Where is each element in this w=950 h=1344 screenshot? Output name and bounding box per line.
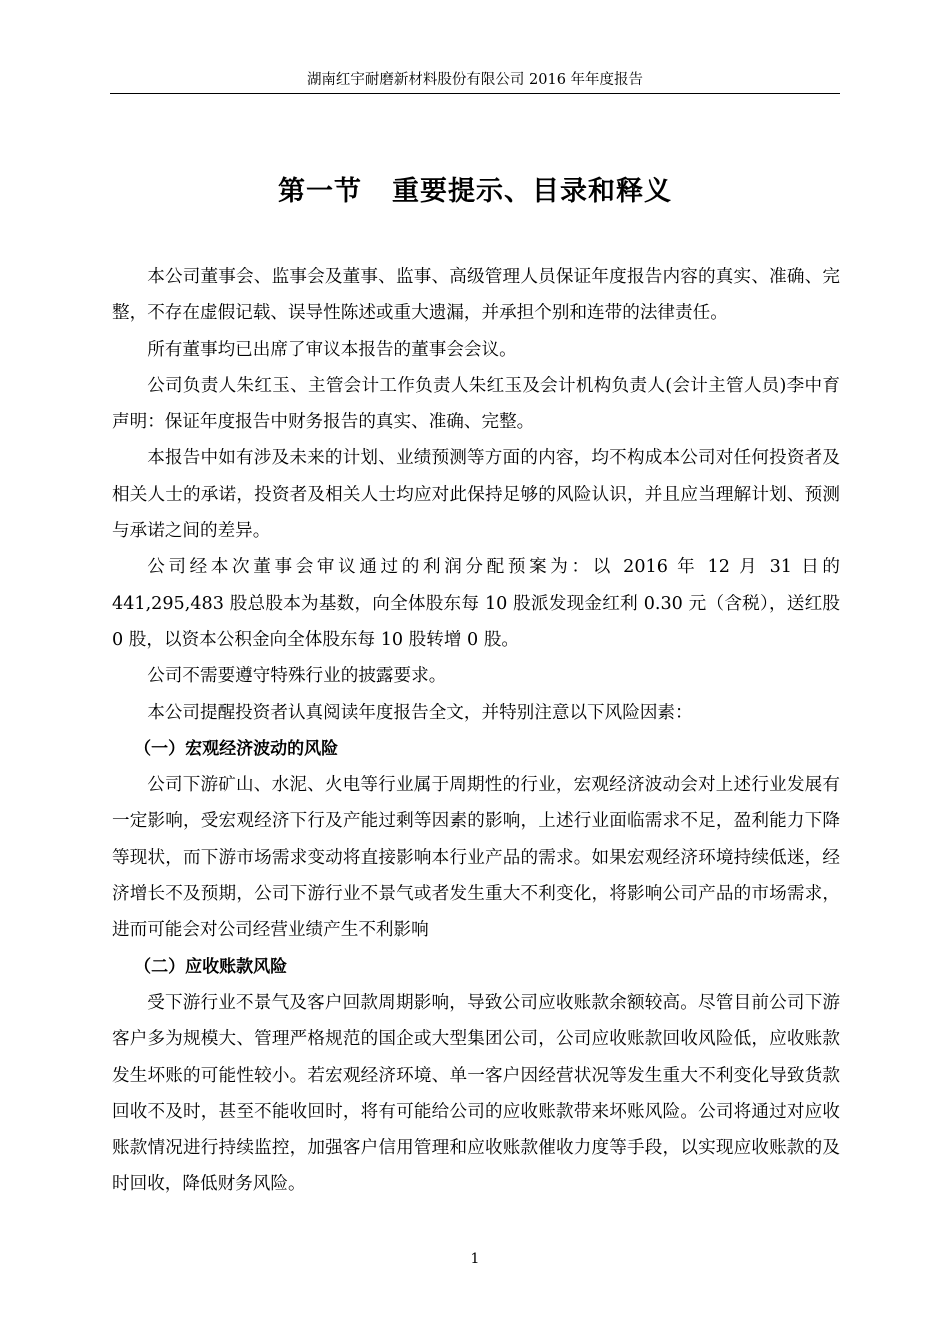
risk2-heading: （二）应收账款风险 xyxy=(134,956,288,977)
risk1-heading: （一）宏观经济波动的风险 xyxy=(134,738,339,759)
paragraph-declaration: 公司负责人朱红玉、主管会计工作负责人朱红玉及会计机构负责人(会计主管人员)李中育声明：保证年度报告中财务报告的真实、准确、完整。 xyxy=(112,375,840,433)
section-title xyxy=(110,170,840,214)
page-header: 湖南红宇耐磨新材料股份有限公司 2016 年年度报告 xyxy=(306,72,644,88)
page-number: 1 xyxy=(470,1251,480,1267)
paragraph-risk-reminder: 本公司提醒投资者认真阅读年度报告全文，并特别注意以下风险因素： xyxy=(147,702,693,723)
risk2-text: 受下游行业不景气及客户回款周期影响，导致公司应收账款余额较高。尽管目前公司下游客户多为规模大、管理严格规范的国企或大型集团公司，公司应收账款回收风险低，应收账款发生坏账的可能性较小。若宏观经济环境、单一客户因经营状况等发生重大不利变化导致货款回收不及时，甚至不能收回时，将有可能给公司的应收账款带来坏账风险。公司将通过对应收账款情况进行持续监控，加强客户信用管理和应收账款催收力度等手段，以实现应收账款的及时回收，降低财务风险。 xyxy=(112,992,840,1195)
paragraph-industry-disclosure: 公司不需要遵守特殊行业的披露要求。 xyxy=(147,666,447,687)
risk1-text: 公司下游矿山、水泥、火电等行业属于周期性的行业，宏观经济波动会对上述行业发展有一定影响，受宏观经济下行及产能过剩等因素的影响，上述行业面临需求不足，盈利能力下降等现状，而下游市场需求变动将直接影响本行业产品的需求。如果宏观经济环境持续低迷，经济增长不及预期，公司下游行业不景气或者发生重大不利变化，将影响公司产品的市场需求，进而可能会对公司经营业绩产生不利影响 xyxy=(112,775,840,941)
section-name: 重要提示、目录和释义 xyxy=(392,176,672,207)
paragraph-responsibility: 本公司董事会、监事会及董事、监事、高级管理人员保证年度报告内容的真实、准确、完整，不存在虚假记载、误导性陈述或重大遗漏，并承担个别和连带的法律责任。 xyxy=(112,267,840,324)
section-number: 第一节 xyxy=(278,176,362,207)
header-divider xyxy=(110,93,840,94)
paragraph-forward-looking: 本报告中如有涉及未来的计划、业绩预测等方面的内容，均不构成本公司对任何投资者及相关人士的承诺，投资者及相关人士均应对此保持足够的风险认识，并且应当理解计划、预测与承诺之间的差异。 xyxy=(112,448,840,542)
paragraph-profit-distribution: 公司经本次董事会审议通过的利润分配预案为：以 2016 年 12 月 31 日的 441,295,483 股总股本为基数，向全体股东每 10 股派发现金红利 0.30 元（含税），送红股 0 股，以资本公积金向全体股东每 10 股转增 0 股。 xyxy=(112,557,840,650)
paragraph-attendance: 所有董事均已出席了审议本报告的董事会会议。 xyxy=(147,339,517,360)
document-body xyxy=(112,259,840,1203)
